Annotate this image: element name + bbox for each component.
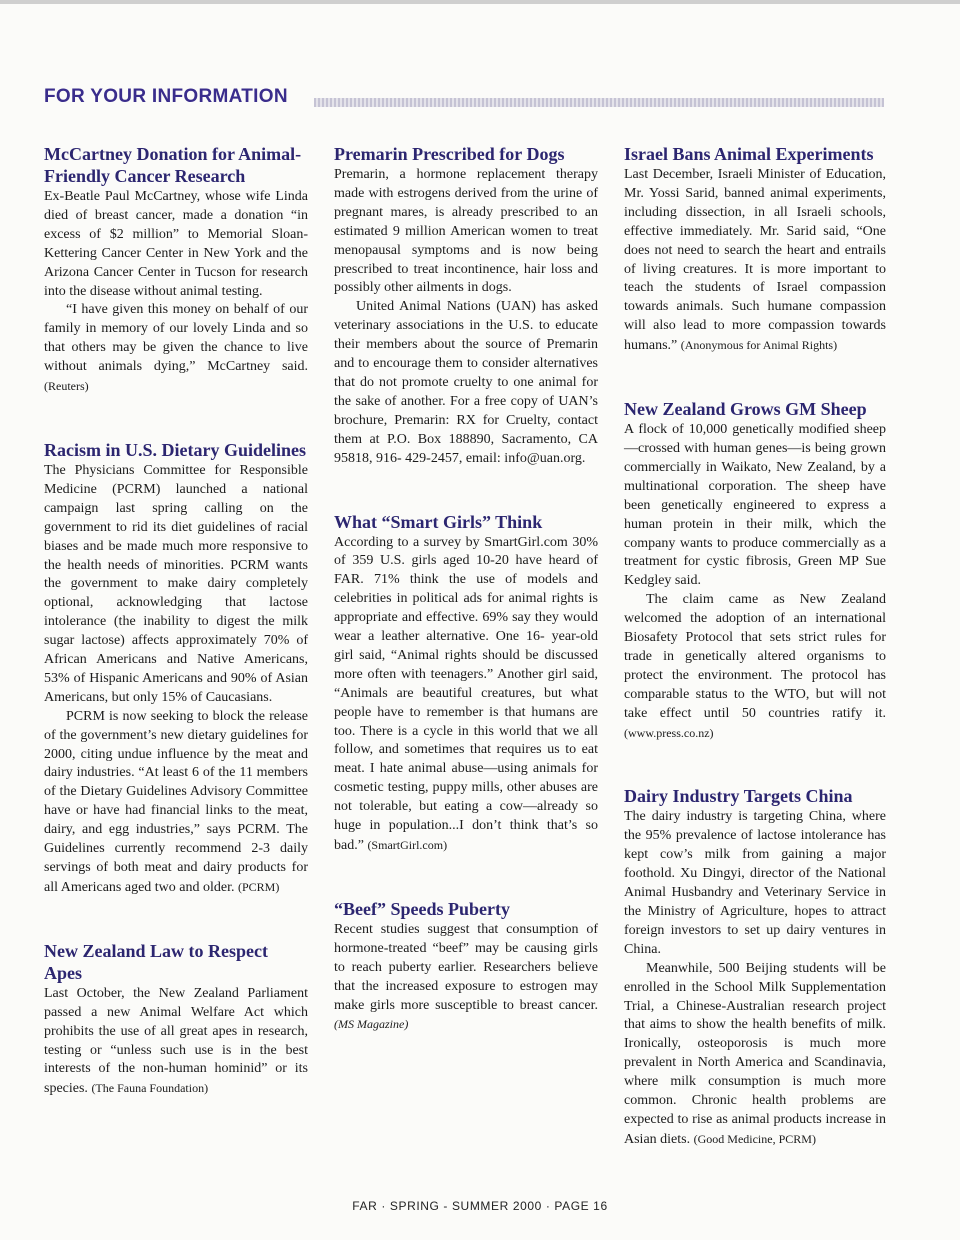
article-paragraph: The Physicians Committee for Responsible Medicine (PCRM) launched a national campaign last spring calling on the government to rid its diet guidelines of racial biases and be made much more responsive to the health needs of minorities. PCRM wants the government to make dairy completely optional, acknowledging that lactose intolerance (the inability to digest the milk sugar lactose) affects approximately 70% of African Americans and Native Americans, 53% of Hispanic Americans and 90% of Asian Americans, but only 15% of Caucasians.	[44, 462, 308, 705]
paragraph-text: According to a survey by SmartGirl.com 30% of 359 U.S. girls aged 10-20 have heard of FAR. 71% think the use of models and celebrities in political ads for animal rights is appropriate and effective. 69% say they would wear a leather alternative. One 16- year-old girl said, “Animal rights should be discussed more often with teenagers.” Another girl said, “Animals are beautiful creatures, but what people have to remember is that humans are too. There is a cycle in this world that we all follow, and sometimes that requires us to eat meat. I hate animal abuse—using animals for cosmetic testing, puppy mills, other abuses are not tolerable, but eating a cow—already so huge in population...I don’t think that’s so bad.”	[334, 534, 598, 853]
article-title: New Zealand Grows GM Sheep	[624, 399, 867, 420]
article-paragraph: United Animal Nations (UAN) has asked veterinary associations in the U.S. to educate their members about the source of Premarin and to encourage them to consider alternatives that do not promote cruelty to one animal for the sake of another. For a free copy of UAN’s brochure, Premarin: RX for Cruelty, contact them at P.O. Box 188890, Sacramento, CA 95818, 916- 429-2457, email: info@uan.org.	[334, 299, 598, 466]
paragraph-text: Last October, the New Zealand Parliament passed a new Animal Welfare Act which prohibits the use of all great apes in research, testing or “unless such use is in the best interests of the non-human hominid” or its species.	[44, 985, 308, 1097]
article-title: McCartney Donation for Animal-Friendly Cancer Research	[44, 144, 302, 186]
article-title: New Zealand Law to Respect Apes	[44, 940, 268, 983]
article-title: Racism in U.S. Dietary Guidelines	[44, 439, 307, 460]
paragraph-text: Last December, Israeli Minister of Education, Mr. Yossi Sarid, banned animal experiments, including dissection, in all Israeli schools, effective immediately. Mr. Sarid said, “One does not need to search the heart and entrails of living creatures. It is more important to teach the students of Israel compassion towards animals. Such humane compassion will also lead to more compassion towards humans.”	[624, 167, 886, 354]
article-source: (SmartGirl.com)	[367, 838, 448, 852]
article-paragraph	[44, 301, 308, 397]
article-title: What “Smart Girls” Think	[334, 511, 543, 532]
article-racism-dietary	[44, 439, 308, 898]
article-paragraph	[624, 591, 886, 743]
article-nz-gm-sheep	[624, 398, 886, 743]
article-source: (Reuters)	[44, 379, 89, 394]
section-title: FOR YOUR INFORMATION	[44, 86, 292, 108]
paragraph-text: PCRM is now seeking to block the release of the government’s new dietary guidelines for 2000, citing undue influence by the meat and dairy industries. “At least 6 of the 11 members of the Dietary Guidelines Advisory Committee have or have had financial links to the meat, dairy, and egg industries,” says PCRM. The Guidelines currently recommend 2-3 daily servings of both meat and dairy products for all Americans aged two and older.	[44, 708, 308, 895]
article-source: (The Fauna Foundation)	[91, 1081, 209, 1096]
paragraph-text: The claim came as New Zealand welcomed the adoption of an international Biosafety Protocol that sets strict rules for trade in genetically altered organisms to protect the environment. The protocol has comparable status to the WTO, but will not take effect until 50 countries ratify it.	[624, 592, 886, 721]
article-title: Dairy Industry Targets China	[624, 786, 853, 807]
article-title: Israel Bans Animal Experiments	[624, 144, 874, 164]
article-paragraph: A flock of 10,000 genetically modified sheep—crossed with human genes—is being grown commercially in Waikato, New Zealand, by a multinational corporation. The sheep have been genetically engineered to express a human protein in their milk, which the company wants to produce commercially as a treatment for cystic fibrosis, Green MP Sue Kedgley said.	[624, 422, 886, 589]
article-paragraph	[624, 166, 886, 356]
column-1	[44, 143, 308, 1099]
section-header	[44, 86, 884, 110]
article-paragraph: Ex-Beatle Paul McCartney, whose wife Linda died of breast cancer, made a donation “in excess of $2 million” to Memorial Sloan-Kettering Cancer Center in New York and the Arizona Cancer Center in Tucson for research into the disease without animal testing.	[44, 189, 308, 299]
article-dairy-china	[624, 785, 886, 1149]
article-nz-apes	[44, 940, 308, 1099]
paragraph-text: Meanwhile, 500 Beijing students will be enrolled in the School Milk Supplementation Trial, a Chinese-Australian research project that aims to show the health benefits of milk. Ironically, osteoporosis is much more prevalent in North America and Scandinavia, where milk consumption is much more common. Chronic health problems are expected to rise as animal products increase in Asian diets.	[624, 960, 886, 1147]
article-paragraph: Premarin, a hormone replacement therapy made with estrogens derived from the urine of pregnant mares, is already prescribed to an estimated 9 million American women to treat menopausal symptoms and is now being prescribed to treat incontinence, hair loss and possibly other ailments in dogs.	[334, 167, 598, 296]
article-source: (MS Magazine)	[334, 1017, 409, 1032]
article-premarin-dogs	[334, 143, 598, 469]
article-source: (www.press.co.nz)	[624, 725, 714, 740]
column-3	[624, 143, 886, 1150]
article-source: (Anonymous for Animal Rights)	[680, 338, 838, 353]
article-mccartney-donation	[44, 143, 308, 397]
article-paragraph	[334, 534, 598, 856]
header-bar	[314, 98, 884, 107]
page-footer: FAR · SPRING - SUMMER 2000 · PAGE 16	[352, 1199, 608, 1213]
article-paragraph	[44, 985, 308, 1099]
top-rule	[0, 0, 960, 4]
article-beef-puberty	[334, 898, 598, 1035]
article-title: Premarin Prescribed for Dogs	[334, 144, 565, 164]
article-paragraph	[44, 708, 308, 898]
article-paragraph: The dairy industry is targeting China, where the 95% prevalence of lactose intolerance has kept cow’s milk from gaining a major foothold. Xu Dingyi, director of the National Animal Husbandry and Veterinary Service in the Ministry of Agriculture, hopes to attract foreign investors to set up dairy ventures in China.	[624, 809, 886, 957]
article-paragraph	[624, 960, 886, 1150]
article-source: (Good Medicine, PCRM)	[693, 1131, 816, 1146]
article-smart-girls	[334, 511, 598, 856]
article-title: “Beef” Speeds Puberty	[334, 898, 510, 919]
paragraph-text: “I have given this money on behalf of our family in memory of our lovely Linda and so that others may be given the chance to live without animals dying,” McCartney said.	[44, 302, 308, 375]
article-source: (PCRM)	[238, 879, 280, 894]
article-paragraph	[334, 921, 598, 1035]
article-israel-bans	[624, 143, 886, 356]
column-2	[334, 143, 598, 1035]
paragraph-text: Recent studies suggest that consumption of hormone-treated “beef” may be causing girls to reach puberty earlier. Researchers believe that the increased exposure to estrogen may make girls more susceptible to breast cancer.	[334, 921, 598, 1013]
